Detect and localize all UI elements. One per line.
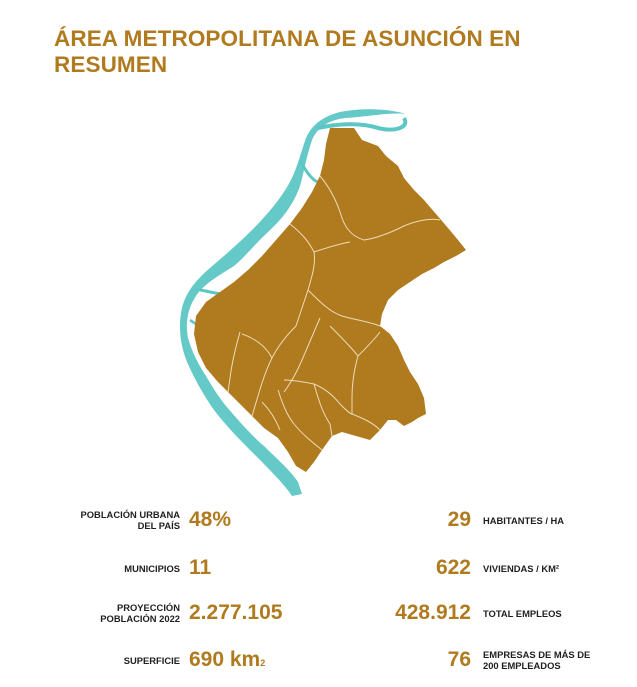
stat-poblacion-urbana: [60, 508, 231, 532]
stat-value: 11: [189, 556, 212, 579]
stat-empleos: [395, 601, 607, 625]
stat-value: 29: [447, 508, 471, 531]
stat-value: 2.277.105: [189, 601, 283, 624]
stat-empresas: [448, 648, 607, 672]
stat-label: MUNICIPIOS: [124, 562, 180, 574]
stat-value-unit: 2: [260, 658, 266, 668]
stat-value: [189, 648, 265, 672]
stat-label: HABITANTES / HA: [483, 514, 565, 526]
page-title: ÁREA METROPOLITANA DE ASUNCIÓN EN RESUMEN: [54, 26, 521, 77]
stat-label: EMPRESAS DE MÁS DE 200 EMPLEADOS: [483, 649, 591, 671]
stat-value: 76: [447, 648, 471, 671]
stat-municipios: [60, 556, 211, 580]
stat-proyeccion: [60, 601, 282, 625]
stat-label: TOTAL EMPLEOS: [483, 607, 562, 619]
stat-habitantes: [448, 508, 607, 532]
stat-value-number: 690 km: [189, 648, 261, 671]
stat-superficie: [60, 648, 265, 672]
stat-label: POBLACIÓN URBANA DEL PAÍS: [80, 509, 180, 531]
stat-label: SUPERFICIE: [123, 654, 180, 666]
stat-value: 622: [435, 556, 471, 579]
stat-label: PROYECCIÓN POBLACIÓN 2022: [100, 602, 180, 624]
stat-value: 428.912: [395, 601, 471, 624]
stat-viviendas: [436, 556, 607, 580]
stat-value: 48%: [189, 508, 232, 531]
stat-label: VIVIENDAS / KM²: [483, 562, 560, 574]
